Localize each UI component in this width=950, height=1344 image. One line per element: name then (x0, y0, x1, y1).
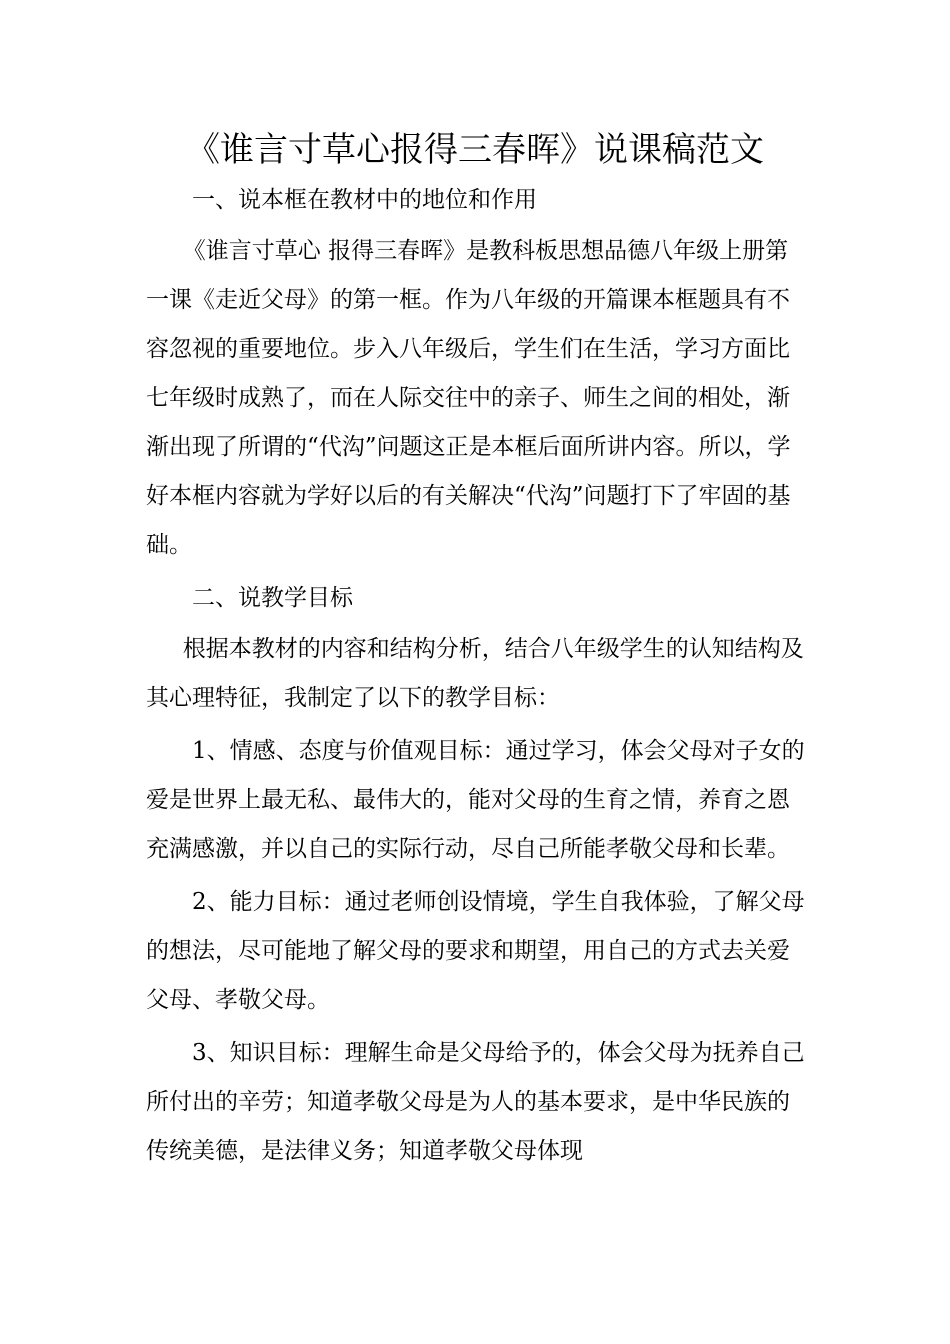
goal-2-paragraph: 2、能力目标：通过老师创设情境，学生自我体验，了解父母的想法，尽可能地了解父母的要求和期望，用自己的方式去关爱父母、孝敬父母。 (146, 889, 805, 1013)
section-2-heading: 二、说教学目标 (192, 585, 353, 611)
section-1-paragraph: 《谁言寸草心 报得三春晖》是教科板思想品德八年级上册第一课《走近父母》的第一框。作为八年级的开篇课本框题具有不容忽视的重要地位。步入八年级后，学生们在生活，学习方面比七年级时成熟了，而在人际交往中的亲子、师生之间的相处，渐渐出现了所谓的“代沟”问题这正是本框后面所讲内容。所以，学好本框内容就为学好以后的有关解决“代沟”问题打下了牢固的基础。 (146, 238, 791, 558)
section-1-heading: 一、说本框在教材中的地位和作用 (192, 187, 537, 213)
goal-3-paragraph: 3、知识目标：理解生命是父母给予的，体会父母为抚养自己所付出的辛劳；知道孝敬父母是为人的基本要求，是中华民族的传统美德，是法律义务；知道孝敬父母体现 (146, 1040, 805, 1164)
document-title: 《谁言寸草心报得三春晖》说课稿范文 (186, 130, 764, 170)
section-2-intro: 根据本教材的内容和结构分析，结合八年级学生的认知结构及其心理特征，我制定了以下的教学目标： (146, 636, 804, 711)
document-body (146, 176, 806, 1176)
goal-1-paragraph: 1、情感、态度与价值观目标：通过学习，体会父母对子女的爱是世界上最无私、最伟大的，能对父母的生育之情，养育之恩充满感激，并以自己的实际行动，尽自己所能孝敬父母和长辈。 (146, 738, 805, 862)
